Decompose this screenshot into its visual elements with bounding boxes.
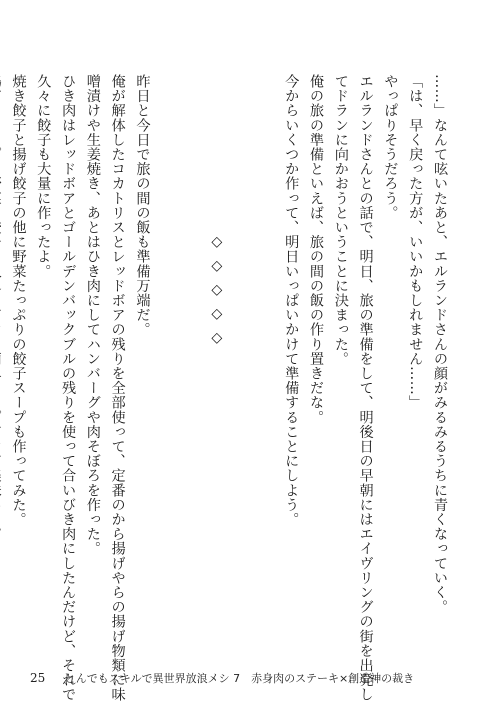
page-number: 25 (30, 671, 46, 685)
blank-line (229, 74, 254, 634)
scene-break-separator: ◇◇◇◇◇ (208, 234, 225, 354)
text-line: 今からいくつか作って、明日いっぱいかけて準備することにしよう。 (283, 74, 300, 527)
text-line: 噌漬けや生姜焼き、あとはひき肉にしてハンバーグや肉そぼろを作った。 (84, 74, 101, 556)
text-line: 俺の旅の準備といえば、旅の間の飯の作り置きだな。 (308, 74, 325, 425)
text-line: 昨日と今日で旅の間の飯も準備万端だ。 (134, 74, 151, 337)
blank-line (179, 74, 204, 634)
blank-line (154, 74, 179, 634)
running-title: とんでもスキルで異世界放浪メシ 7 赤身肉のステーキ×創造神の裁き (64, 672, 415, 685)
page-footer (30, 670, 414, 686)
text-line: 焼き餃子と揚げ餃子の他に野菜たっぷりの餃子スープも作ってみた。 (10, 74, 27, 527)
text-line: エルランドさんとの話で、明日、旅の準備をして、明後日の早朝にはエイヴリングの街を出発し (357, 74, 374, 702)
text-line: 俺が解体したコカトリスとレッドボアの残りを全部使って、定番のから揚げやらの揚げ物類に味 (109, 74, 126, 702)
text-line: てドランに向かおうということに決まった。 (332, 74, 349, 366)
blank-line (254, 74, 279, 634)
text-line: 久々に餃子も大量に作ったよ。 (35, 74, 52, 279)
text-line (0, 74, 6, 634)
text-line: やっぱりそうだろう。 (382, 74, 399, 220)
text-line: ひき肉はレッドボアとゴールデンバックブルの残りを使って合いびき肉にしたんだけど、それで (60, 74, 77, 702)
text-line: 「は、早く戻った方が、いいかもしれません……」 (407, 74, 424, 410)
text-line: ……」なんて呟いたあと、エルランドさんの顔がみるみるうちに青くなっていく。 (432, 74, 448, 615)
